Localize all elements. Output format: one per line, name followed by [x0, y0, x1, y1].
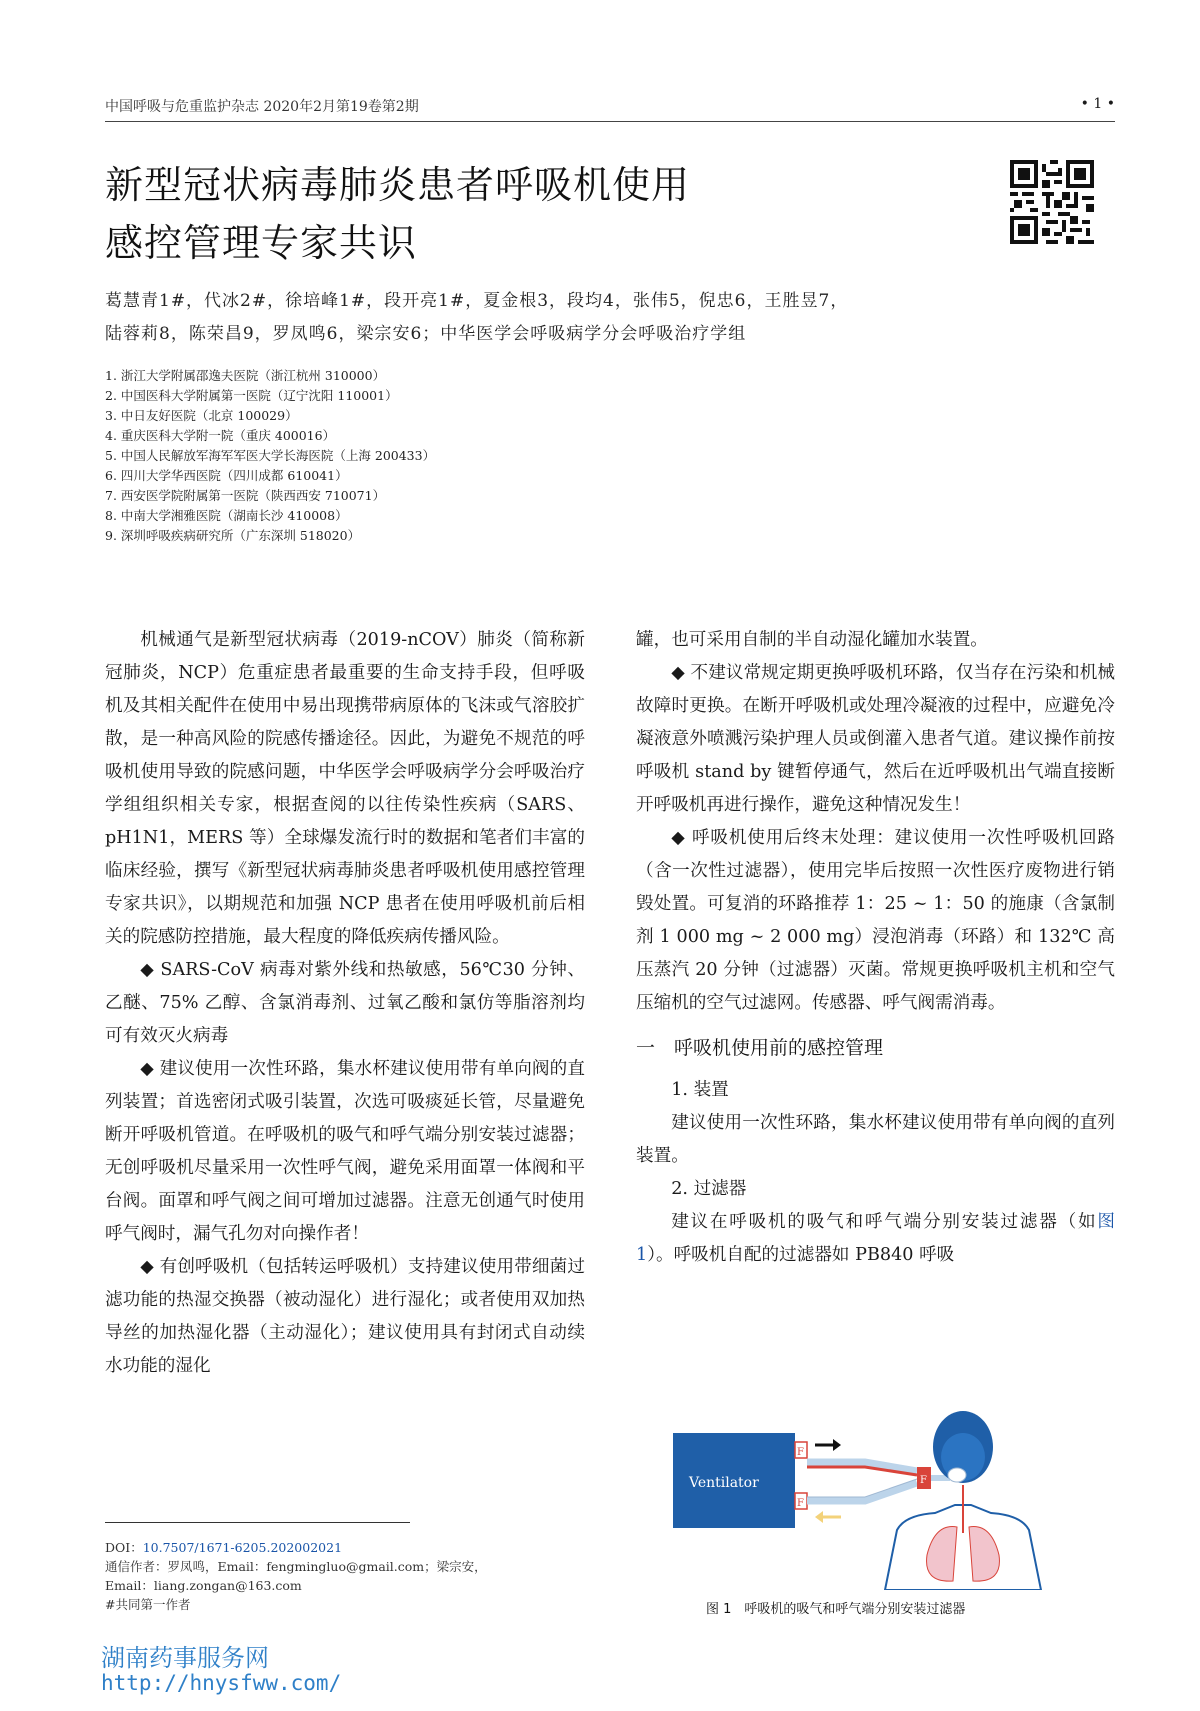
expiratory-tube	[807, 1483, 917, 1501]
footnote-rule	[105, 1522, 410, 1523]
author-line-1: 葛慧青1#，代冰2#，徐培峰1#，段开亮1#，夏金根3，段均4，张伟5，倪忠6，王胜昱7，	[105, 291, 849, 311]
affiliation-item: 5. 中国人民解放军海军军医大学长海医院（上海 200433）	[105, 448, 436, 463]
mask-icon	[948, 1468, 966, 1482]
bullet-paragraph: ◆ 有创呼吸机（包括转运呼吸机）支持建议使用带细菌过滤功能的热湿交换器（被动湿化）进行湿化；或者使用双加热导丝的加热湿化器（主动湿化）；建议使用具有封闭式自动续水功能的湿化	[105, 1257, 585, 1376]
subsection-heading: 2. 过滤器	[671, 1179, 747, 1199]
arrow-icon	[815, 1511, 823, 1523]
affiliation-item: 6. 四川大学华西医院（四川成都 610041）	[105, 468, 348, 483]
author-line-2: 陆蓉莉8，陈荣昌9，罗凤鸣6，梁宗安6；中华医学会呼吸病学分会呼吸治疗学组	[105, 324, 747, 344]
intro-paragraph: 机械通气是新型冠状病毒（2019-nCOV）肺炎（简称新冠肺炎，NCP）危重症患者最重要的生命支持手段，但呼吸机及其相关配件在使用中易出现携带病原体的飞沫或气溶胶扩散，是一种高风险的院感传播途径。因此，为避免不规范的呼吸机使用导致的院感问题，中华医学会呼吸病学分会呼吸治疗学组组织相关专家，根据查阅的以往传染性疾病（SARS、pH1N1，MERS 等）全球爆发流行时的数据和笔者们丰富的临床经验，撰写《新型冠状病毒肺炎患者呼吸机使用感控管理专家共识》，以期规范和加强 NCP 患者在使用呼吸机前后相关的院感防控措施，最大程度的降低疾病传播风险。	[105, 630, 585, 947]
paragraph-text: ）。呼吸机自配的过滤器如 PB840 呼吸	[647, 1245, 955, 1265]
watermark-url[interactable]: http://hnysfww.com/	[101, 1671, 342, 1695]
ventilator-figure	[665, 1405, 1085, 1590]
affiliation-item: 3. 中日友好医院（北京 100029）	[105, 408, 298, 423]
footnote	[105, 1538, 585, 1614]
affiliation-item: 7. 西安医学院附属第一医院（陕西西安 710071）	[105, 488, 386, 503]
filter-label: F	[797, 1498, 804, 1509]
affiliation-item: 8. 中南大学湘雅医院（湖南长沙 410008）	[105, 508, 348, 523]
affiliation-item: 1. 浙江大学附属邵逸夫医院（浙江杭州 310000）	[105, 368, 386, 383]
correspondence-line: Email：liang.zongan@163.com	[105, 1578, 302, 1593]
filter-label: F	[797, 1447, 804, 1458]
author-list	[105, 285, 1005, 351]
figure-caption: 图 1 呼吸机的吸气和呼气端分别安装过滤器	[706, 1602, 966, 1617]
figure-link[interactable]: 图 1	[636, 1212, 1115, 1265]
filter-label: F	[920, 1475, 927, 1486]
qr-code-icon	[1010, 160, 1094, 244]
co-first-author-note: #共同第一作者	[105, 1597, 191, 1612]
correspondence-line: 通信作者：罗凤鸣，Email：fengmingluo@gmail.com；梁宗安，	[105, 1559, 487, 1574]
title-line-2: 感控管理专家共识	[105, 221, 418, 265]
article-title	[105, 156, 690, 272]
continuation-paragraph: 罐，也可采用自制的半自动湿化罐加水装置。	[636, 630, 988, 650]
doi-link[interactable]: 10.7507/1671-6205.202002021	[142, 1540, 343, 1555]
ventilator-label: Ventilator	[689, 1475, 759, 1491]
bullet-paragraph: ◆ SARS-CoV 病毒对紫外线和热敏感，56℃30 分钟、乙醚、75% 乙醇、含氯消毒剂、过氧乙酸和氯仿等脂溶剂均可有效灭火病毒	[105, 960, 585, 1046]
affiliation-item: 9. 深圳呼吸疾病研究所（广东深圳 518020）	[105, 528, 361, 543]
affiliation-item: 4. 重庆医科大学附一院（重庆 400016）	[105, 428, 336, 443]
header-rule	[105, 121, 1115, 122]
subsection-heading: 1. 装置	[671, 1080, 729, 1100]
left-column	[105, 624, 585, 1383]
section-heading: 一 呼吸机使用前的感控管理	[636, 1037, 884, 1059]
paragraph-text: 建议在呼吸机的吸气和呼气端分别安装过滤器（如	[671, 1212, 1098, 1232]
title-line-1: 新型冠状病毒肺炎患者呼吸机使用	[105, 163, 691, 207]
journal-header: 中国呼吸与危重监护杂志 2020年2月第19卷第2期	[105, 99, 419, 115]
doi-line	[105, 1538, 585, 1557]
arrow-icon	[833, 1439, 841, 1451]
bullet-paragraph: ◆ 不建议常规定期更换呼吸机环路，仅当存在污染和机械故障时更换。在断开呼吸机或处理冷凝液的过程中，应避免冷凝液意外喷溅污染护理人员或倒灌入患者气道。建议操作前按呼吸机 stand by 键暂停通气，然后在近呼吸机出气端直接断开呼吸机再进行操作，避免这种情况发生！	[636, 663, 1115, 815]
doi-label: DOI：	[105, 1540, 143, 1555]
affiliation-item: 2. 中国医科大学附属第一医院（辽宁沈阳 110001）	[105, 388, 398, 403]
right-column	[636, 624, 1115, 1272]
subsection-paragraph	[636, 1206, 1115, 1272]
page-number: • 1 •	[1080, 96, 1115, 112]
subsection-paragraph: 建议使用一次性环路，集水杯建议使用带有单向阀的直列装置。	[636, 1113, 1115, 1166]
bullet-paragraph: ◆ 呼吸机使用后终末处理：建议使用一次性呼吸机回路（含一次性过滤器），使用完毕后按照一次性医疗废物进行销毁处置。可复消的环路推荐 1：25 ~ 1：50 的施康（含氯制剂 1 000 mg ~ 2 000 mg）浸泡消毒（环路）和 132℃ 高压蒸汽 20 分钟（过滤器）灭菌。常规更换呼吸机主机和空气压缩机的空气过滤网。传感器、呼气阀需消毒。	[636, 828, 1115, 1013]
watermark-title: 湖南药事服务网	[101, 1644, 269, 1672]
affiliation-list	[105, 366, 705, 546]
bullet-paragraph: ◆ 建议使用一次性环路，集水杯建议使用带有单向阀的直列装置；首选密闭式吸引装置，次选可吸痰延长管，尽量避免断开呼吸机管道。在呼吸机的吸气和呼气端分别安装过滤器；无创呼吸机尽量采用一次性呼气阀，避免采用面罩一体阀和平台阀。面罩和呼气阀之间可增加过滤器。注意无创通气时使用呼气阀时，漏气孔勿对向操作者！	[105, 1059, 585, 1244]
